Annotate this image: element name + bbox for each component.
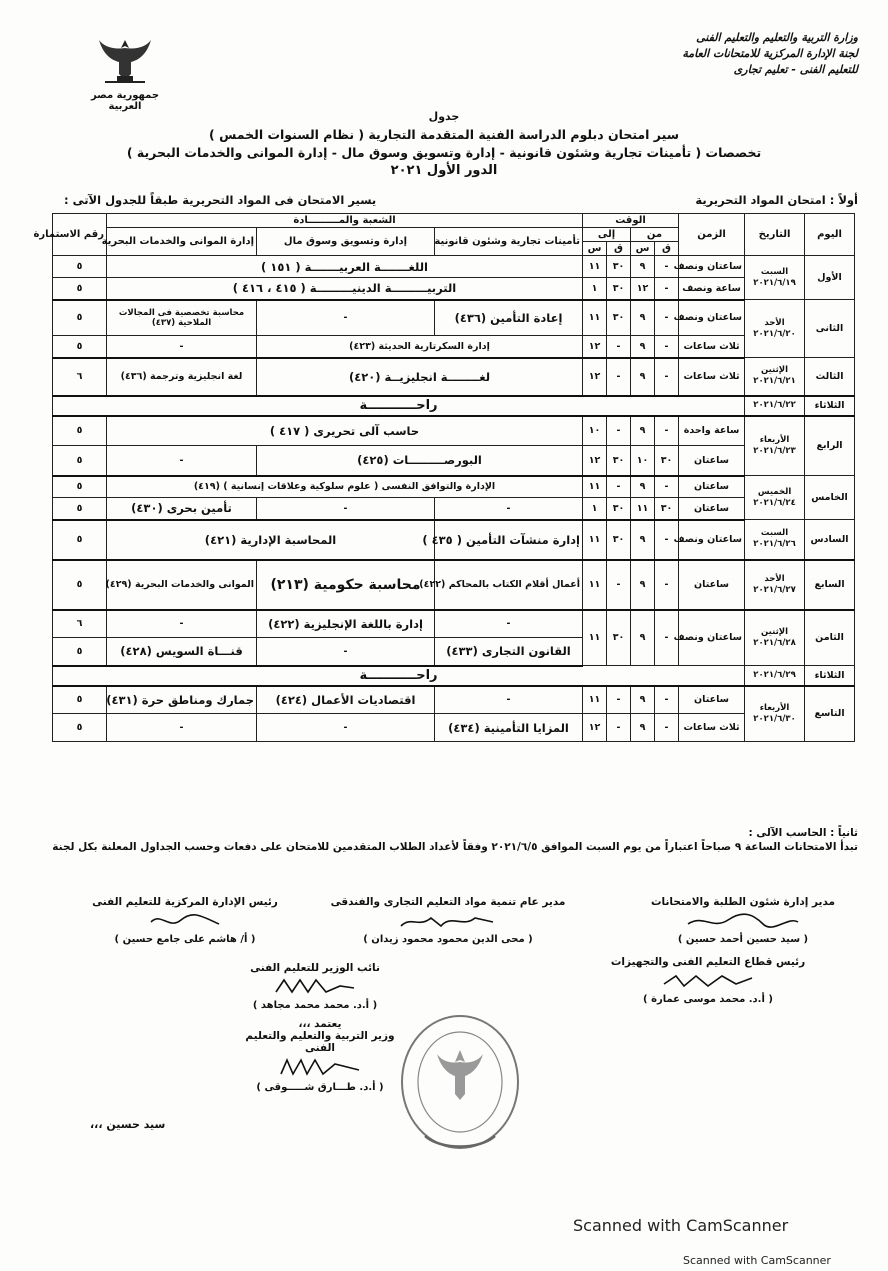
- scanner-watermark-small: Scanned with CamScanner: [683, 1254, 831, 1267]
- cell-branch-3: -: [107, 714, 257, 742]
- cell-to-s: ١١: [583, 256, 607, 278]
- cell-duration: ساعتان ونصف: [679, 610, 745, 666]
- handwritten-signature-icon: [270, 976, 360, 998]
- signature-title: وزير التربية والتعليم والتعليم الفنى: [245, 1030, 395, 1054]
- signature-name: ( سيد حسين أحمد حسين ): [677, 934, 809, 945]
- handwritten-signature-icon: [145, 910, 225, 932]
- table-row: [53, 560, 855, 610]
- table-row-rest: [53, 396, 855, 416]
- cell-branch-2: -: [257, 498, 435, 520]
- section-two-text: تبدأ الامتحانات الساعة ٩ صباحاً اعتباراً من يوم السبت الموافق ٢٠٢١/٦/٥ وفقاً لأعداد الطلاب المتقدمين للامتحان على دفعات وحسب الجداول المعلنة بكل لجنة: [52, 841, 858, 853]
- cell-from-q: -: [655, 686, 679, 714]
- cell-mark: ٥: [53, 300, 107, 336]
- section-one-heading: [64, 193, 858, 209]
- table-row: [53, 686, 855, 714]
- table-row-rest: [53, 666, 855, 686]
- title-specializations: تخصصات ( تأمينات تجارية وشئون قانونية - إدارة وتسويق وسوق مال - إدارة الموانى والخدمات البحرية ): [126, 145, 762, 160]
- cell-branch-3: محاسبة تخصصية فى المجالات الملاحية (٤٣٧): [107, 300, 257, 336]
- col-to-s: س: [583, 242, 607, 256]
- cell-from-s: ٩: [631, 358, 655, 396]
- cell-subject: الإدارة والتوافق النفسى ( علوم سلوكية وعلاقات إنسانية ) (٤١٩): [107, 476, 583, 498]
- exam-schedule-table: [33, 213, 855, 742]
- section-one-title: أولاً : امتحان المواد التحريرية: [695, 193, 858, 207]
- col-branch: الشعبة والمـــــــــادة: [107, 214, 583, 228]
- title-session: الدور الأول ٢٠٢١: [390, 163, 498, 178]
- handwritten-signature-icon: [275, 1056, 365, 1080]
- cell-to-s: ١٢: [583, 336, 607, 358]
- cell-from-s: ١٢: [631, 278, 655, 300]
- col-branch-3: إدارة الموانى والخدمات البحرية: [107, 228, 257, 256]
- col-from: من: [631, 228, 679, 242]
- table-row: [53, 300, 855, 336]
- cell-mark: ٥: [53, 416, 107, 446]
- cell-to-q: -: [607, 686, 631, 714]
- cell-duration: ساعتان ونصف: [679, 300, 745, 336]
- cell-branch-3: تأمين بحرى (٤٣٠): [107, 498, 257, 520]
- cell-from-q: ٣٠: [655, 498, 679, 520]
- cell-rest: راحـــــــــــة: [53, 396, 745, 416]
- cell-date: السبت ٢٠٢١/٦/١٩: [745, 256, 805, 300]
- signature-sector-head: [588, 956, 828, 1005]
- cell-mark: ٥: [53, 278, 107, 300]
- cell-from-q: -: [655, 336, 679, 358]
- cell-date: الإثنين ٢٠٢١/٦/٢٨: [745, 610, 805, 666]
- cell-branch-1-2: إدارة السكرتارية الحديثة (٤٢٣): [257, 336, 583, 358]
- cell-from-q: -: [655, 520, 679, 560]
- cell-to-q: -: [607, 336, 631, 358]
- cell-from-s: ٩: [631, 336, 655, 358]
- cell-mark: ٥: [53, 714, 107, 742]
- cell-subject: حاسب آلى تحريرى ( ٤١٧ ): [107, 416, 583, 446]
- cell-duration: ساعة ونصف: [679, 278, 745, 300]
- republic-header: [80, 36, 170, 112]
- cell-to-s: ١١: [583, 520, 607, 560]
- cell-day: الثامن: [805, 610, 855, 666]
- cell-to-s: ١١: [583, 686, 607, 714]
- cell-day: الثالث: [805, 358, 855, 396]
- cell-from-s: ٩: [631, 610, 655, 666]
- cell-from-s: ٩: [631, 686, 655, 714]
- cell-to-s: ١١: [583, 610, 607, 666]
- cell-subject: اللغـــــــة العربيـــــــة ( ١٥١ ): [107, 256, 583, 278]
- cell-branch-2-3: المحاسبة الإدارية (٤٢١): [107, 520, 435, 560]
- cell-date: الإثنين ٢٠٢١/٦/٢١: [745, 358, 805, 396]
- cell-branch-1-2: لغــــــــة انجليزيــة (٤٢٠): [257, 358, 583, 396]
- cell-from-s: ٩: [631, 416, 655, 446]
- cell-to-q: -: [607, 560, 631, 610]
- cell-day: الثلاثاء: [805, 666, 855, 686]
- cell-duration: ساعتان: [679, 476, 745, 498]
- cell-day: الرابع: [805, 416, 855, 476]
- cell-subject: التربيـــــــــة الدينيـــــــــة ( ٤١٥ ، ٤١٦ ): [107, 278, 583, 300]
- cell-date: السبت ٢٠٢١/٦/٢٦: [745, 520, 805, 560]
- cell-to-q: ٣٠: [607, 498, 631, 520]
- title-table-word: جدول: [428, 110, 460, 123]
- section-two: [30, 826, 858, 854]
- cell-mark: ٦: [53, 610, 107, 638]
- cell-mark: ٥: [53, 476, 107, 498]
- cell-branch-1: إعادة التأمين (٤٣٦): [435, 300, 583, 336]
- cell-from-s: ١٠: [631, 446, 655, 476]
- col-date: التاريخ: [745, 214, 805, 256]
- cell-branch-3: لغة انجليزية وترجمة (٤٣٦): [107, 358, 257, 396]
- cell-duration: ساعتان: [679, 446, 745, 476]
- signature-minister: [230, 1018, 410, 1093]
- cell-from-s: ٩: [631, 256, 655, 278]
- footnote: سيد حسين ،،،: [90, 1118, 166, 1131]
- cell-rest: راحـــــــــــة: [53, 666, 745, 686]
- cell-day: الأول: [805, 256, 855, 300]
- cell-from-s: ٩: [631, 300, 655, 336]
- table-row: [53, 498, 855, 520]
- cell-duration: ساعتان: [679, 560, 745, 610]
- signature-central-admin: [70, 896, 300, 945]
- cell-to-q: -: [607, 714, 631, 742]
- cell-to-s: ١٢: [583, 714, 607, 742]
- cell-duration: ساعتان: [679, 498, 745, 520]
- cell-duration: ثلاث ساعات: [679, 358, 745, 396]
- section-one-note: يسير الامتحان فى المواد التحريرية طبقاً للجدول الآتى :: [64, 193, 377, 207]
- cell-to-s: ١٢: [583, 446, 607, 476]
- signature-commercial-education: [308, 896, 588, 945]
- cell-to-q: -: [607, 476, 631, 498]
- signature-student-affairs: [633, 896, 853, 945]
- cell-day: السابع: [805, 560, 855, 610]
- cell-branch-3: الموانى والخدمات البحرية (٤٢٩): [107, 560, 257, 610]
- cell-from-s: ٩: [631, 476, 655, 498]
- cell-from-q: -: [655, 278, 679, 300]
- signature-title: مدير إدارة شئون الطلبة والامتحانات: [650, 896, 836, 908]
- cell-mark: ٥: [53, 256, 107, 278]
- cell-to-q: ٣٠: [607, 446, 631, 476]
- signature-name: ( أ.د. محمد موسى عمارة ): [643, 994, 773, 1005]
- cell-mark: ٦: [53, 358, 107, 396]
- cell-branch-1: أعمال أقلام الكتاب بالمحاكم (٤٢٢): [435, 560, 583, 610]
- cell-from-q: -: [655, 476, 679, 498]
- signature-title: رئيس قطاع التعليم الفنى والتجهيزات: [610, 956, 806, 968]
- cell-branch-1: المزايا التأمينية (٤٣٤): [435, 714, 583, 742]
- cell-to-s: ١١: [583, 300, 607, 336]
- table-row: [53, 358, 855, 396]
- col-to-q: ق: [607, 242, 631, 256]
- signature-title: رئيس الإدارة المركزية للتعليم الفنى: [92, 896, 278, 908]
- col-to: إلى: [583, 228, 631, 242]
- col-from-s: س: [631, 242, 655, 256]
- document-titles: [60, 108, 828, 180]
- col-duration: الزمن: [679, 214, 745, 256]
- cell-branch-1: القانون التجارى (٤٣٣): [435, 638, 583, 666]
- cell-branch-1: -: [435, 498, 583, 520]
- cell-branch-2: اقتصاديات الأعمال (٤٢٤): [257, 686, 435, 714]
- section-two-title: ثانياً : الحاسب الآلى :: [748, 827, 858, 839]
- cell-mark: ٥: [53, 446, 107, 476]
- col-branch-2: إدارة وتسويق وسوق مال: [257, 228, 435, 256]
- cell-from-s: ١١: [631, 498, 655, 520]
- cell-from-q: -: [655, 358, 679, 396]
- cell-to-q: ٣٠: [607, 256, 631, 278]
- signature-title: نائب الوزير للتعليم الفنى: [250, 962, 380, 974]
- cell-date: ٢٠٢١/٦/٢٩: [745, 666, 805, 686]
- cell-mark: ٥: [53, 560, 107, 610]
- cell-day: السادس: [805, 520, 855, 560]
- cell-from-q: -: [655, 416, 679, 446]
- cell-from-q: -: [655, 610, 679, 666]
- col-from-q: ق: [655, 242, 679, 256]
- official-seal-icon: [395, 1010, 525, 1160]
- cell-branch-3: جمارك ومناطق حرة (٤٣١): [107, 686, 257, 714]
- cell-from-s: ٩: [631, 520, 655, 560]
- cell-day: الثانى: [805, 300, 855, 358]
- table-row: [53, 416, 855, 446]
- col-branch-1: تأمينات تجارية وشئون قانونية: [435, 228, 583, 256]
- republic-label: جمهورية مصر العربية: [90, 90, 160, 112]
- cell-branch-3: -: [107, 446, 257, 476]
- title-main: سير امتحان دبلوم الدراسة الفنية المتقدمة التجارية ( نظام السنوات الخمس ): [209, 127, 679, 142]
- cell-branch-2: محاسبة حكومية (٢١٣): [257, 560, 435, 610]
- cell-date: ٢٠٢١/٦/٢٢: [745, 396, 805, 416]
- cell-to-q: ٣٠: [607, 520, 631, 560]
- scanner-watermark: Scanned with CamScanner: [573, 1216, 789, 1235]
- cell-from-q: -: [655, 714, 679, 742]
- cell-mark: ٥: [53, 686, 107, 714]
- cell-to-q: ٣٠: [607, 278, 631, 300]
- cell-day: الخامس: [805, 476, 855, 520]
- cell-branch-2: -: [257, 300, 435, 336]
- cell-day: التاسع: [805, 686, 855, 742]
- cell-duration: ساعتان: [679, 686, 745, 714]
- table-row: [53, 278, 855, 300]
- handwritten-signature-icon: [393, 910, 503, 932]
- cell-branch-3: قنـــاة السويس (٤٢٨): [107, 638, 257, 666]
- cell-mark: ٥: [53, 520, 107, 560]
- cell-duration: ساعة واحدة: [679, 416, 745, 446]
- cell-to-q: ٣٠: [607, 300, 631, 336]
- cell-branch-1-2: البورصـــــــــات (٤٢٥): [257, 446, 583, 476]
- cell-date: الأحد ٢٠٢١/٦/٢٧: [745, 560, 805, 610]
- cell-duration: ساعتان ونصف: [679, 256, 745, 278]
- signature-name: ( أ.د. طـــارق شـــــوقى ): [256, 1082, 384, 1093]
- cell-from-q: ٣٠: [655, 446, 679, 476]
- cell-branch-1: إدارة منشآت التأمين ( ٤٣٥ ): [435, 520, 583, 560]
- approval-label: يعتمد ،،،: [298, 1018, 342, 1030]
- cell-mark: ٥: [53, 498, 107, 520]
- cell-to-s: ١: [583, 278, 607, 300]
- col-mark: رقم الاستمارة: [53, 214, 107, 256]
- handwritten-signature-icon: [658, 970, 758, 992]
- col-day: اليوم: [805, 214, 855, 256]
- table-row: [53, 714, 855, 742]
- cell-from-s: ٩: [631, 560, 655, 610]
- cell-from-s: ٩: [631, 714, 655, 742]
- cell-to-s: ١: [583, 498, 607, 520]
- cell-day: الثلاثاء: [805, 396, 855, 416]
- table-row: [53, 610, 855, 638]
- cell-branch-2: -: [257, 714, 435, 742]
- signature-deputy-minister: [215, 962, 415, 1011]
- cell-duration: ثلاث ساعات: [679, 336, 745, 358]
- col-time: الوقت: [583, 214, 679, 228]
- cell-duration: ثلاث ساعات: [679, 714, 745, 742]
- cell-date: الأربعاء ٢٠٢١/٦/٢٣: [745, 416, 805, 476]
- cell-to-s: ١٢: [583, 358, 607, 396]
- ministry-header: [628, 30, 858, 78]
- table-row: [53, 476, 855, 498]
- cell-branch-2: -: [257, 638, 435, 666]
- cell-branch-2: إدارة باللغة الإنجليزية (٤٢٢): [257, 610, 435, 638]
- eagle-emblem-icon: [95, 36, 155, 86]
- cell-duration: ساعتان ونصف: [679, 520, 745, 560]
- cell-from-q: -: [655, 300, 679, 336]
- cell-mark: ٥: [53, 638, 107, 666]
- signature-name: ( محى الدين محمود محمود زيدان ): [363, 934, 533, 945]
- table-row: [53, 336, 855, 358]
- table-row: [53, 256, 855, 278]
- cell-date: الأحد ٢٠٢١/٦/٢٠: [745, 300, 805, 358]
- cell-to-s: ١١: [583, 476, 607, 498]
- header-line-2: لجنة الإدارة المركزية للامتحانات العامة: [682, 47, 858, 60]
- cell-branch-1: -: [435, 610, 583, 638]
- cell-to-s: ١١: [583, 560, 607, 610]
- signature-name: ( أ.د. محمد محمد مجاهد ): [252, 1000, 378, 1011]
- signature-title: مدير عام تنمية مواد التعليم التجارى والفندقى: [330, 896, 566, 908]
- cell-to-q: -: [607, 358, 631, 396]
- cell-branch-3: -: [107, 610, 257, 638]
- cell-to-q: -: [607, 416, 631, 446]
- cell-branch-1: -: [435, 686, 583, 714]
- header-line-3: للتعليم الفنى - تعليم تجارى: [733, 63, 858, 76]
- cell-date: الأربعاء ٢٠٢١/٦/٣٠: [745, 686, 805, 742]
- table-row: [53, 446, 855, 476]
- handwritten-signature-icon: [683, 910, 803, 932]
- cell-date: الخميس ٢٠٢١/٦/٢٤: [745, 476, 805, 520]
- header-line-1: وزارة التربية والتعليم والتعليم الفنى: [696, 31, 858, 44]
- cell-from-q: -: [655, 560, 679, 610]
- signature-name: ( أ/ هاشم على جامع حسين ): [114, 934, 256, 945]
- cell-to-q: ٣٠: [607, 610, 631, 666]
- cell-from-q: -: [655, 256, 679, 278]
- table-row: [53, 520, 855, 560]
- cell-mark: ٥: [53, 336, 107, 358]
- cell-branch-3: -: [107, 336, 257, 358]
- cell-to-s: ١٠: [583, 416, 607, 446]
